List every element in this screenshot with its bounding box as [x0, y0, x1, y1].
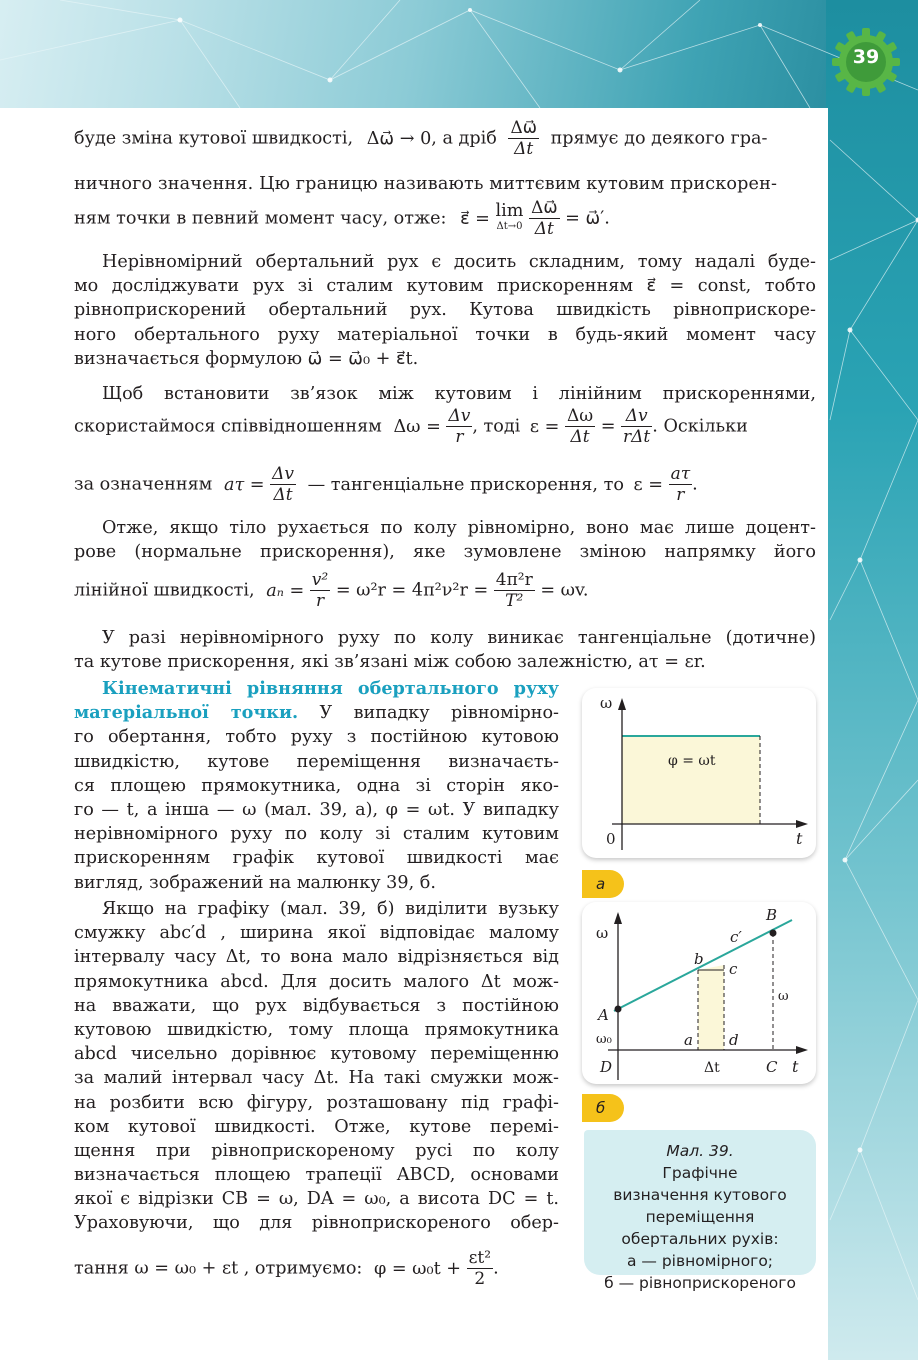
text-line: го обертання, тобто руху з постійною кутовою: [74, 727, 559, 748]
side-decoration: [826, 0, 918, 1360]
paragraph: [74, 250, 816, 371]
label-omega: ω: [778, 989, 789, 1004]
text: — тангенціальне прискорення, то: [307, 474, 624, 495]
text: за означенням: [74, 474, 213, 495]
x-axis-arrow: [796, 820, 808, 828]
text: , а дріб: [431, 128, 497, 149]
page-number: 39: [852, 46, 880, 68]
math: ε =: [633, 474, 663, 495]
math: ε =: [529, 416, 560, 437]
fraction: [621, 406, 652, 447]
denominator: 2: [474, 1269, 486, 1289]
caption-line: визначення кутового: [613, 1186, 787, 1204]
math: φ = ω₀t +: [373, 1258, 461, 1279]
label-c-prime: c′: [730, 928, 742, 946]
paragraph: [74, 677, 559, 895]
denominator: Δt: [273, 485, 293, 505]
text-line: [74, 701, 559, 725]
text-line: рове (нормальне прискорення), яке зумовлене зміною напрямку його: [74, 542, 816, 563]
paragraph: [74, 382, 816, 406]
math: aτ =: [223, 474, 265, 495]
label-omega0: ω₀: [596, 1032, 612, 1047]
fraction: [508, 118, 539, 159]
label-D: D: [600, 1058, 613, 1076]
text: лінійної швидкості,: [74, 580, 255, 601]
figure-b: [582, 902, 816, 1084]
text-line: кутовою швидкістю, тому площа прямокутника: [74, 1019, 559, 1040]
text-line: вигляд, зображений на малюнку 39, б.: [74, 872, 436, 893]
fraction: [669, 464, 693, 505]
figure-tag-a: а: [582, 870, 624, 898]
text-line: [74, 1248, 499, 1289]
label-C: C: [766, 1058, 778, 1076]
text-line: на вважати, що рух відбувається з постійною: [74, 995, 559, 1016]
text-line: ком кутової швидкості. Отже, кутове перемі-: [74, 1116, 559, 1137]
x-axis-arrow: [796, 1046, 808, 1054]
label-dt: Δt: [704, 1060, 720, 1076]
text-line: рівноприскорений обертальний рух. Кутова швидкість рівноприскоре-: [74, 300, 816, 321]
y-label: ω: [596, 924, 609, 942]
math: = ω⃗′.: [565, 208, 610, 229]
text: , тоді: [472, 416, 521, 437]
text: скористаймося співвідношенням: [74, 416, 382, 437]
caption-line: б — рівноприскореного: [604, 1274, 796, 1292]
label-A: A: [598, 1006, 609, 1024]
math: ε⃗ =: [460, 208, 490, 229]
math: Δω⃗ → 0: [366, 128, 432, 149]
numerator: Δv: [448, 406, 471, 426]
text-line: мо досліджувати рух зі сталим кутовим прискоренням ε⃗ = const, тобто: [74, 276, 816, 297]
math: = ωv.: [540, 580, 589, 601]
text-line: за малий інтервал часу Δt. На такі смужки мож-: [74, 1068, 559, 1089]
denominator: r: [676, 485, 685, 505]
figure-a: [582, 688, 816, 858]
area-phi: [622, 736, 760, 824]
text-line: [74, 406, 816, 447]
text-line: Нерівномірний обертальний рух є досить складним, тому надалі буде-: [102, 252, 816, 272]
y-axis-arrow: [614, 912, 622, 924]
text: буде зміна кутової швидкості,: [74, 128, 354, 149]
lim-text: lim: [495, 200, 524, 221]
x-label: t: [796, 829, 803, 848]
lim-sub: Δt→0: [496, 220, 523, 232]
graph-b: [582, 902, 816, 1084]
paragraph: [74, 897, 559, 1236]
origin-label: 0: [606, 830, 616, 848]
denominator: r: [315, 591, 325, 611]
numerator: Δv: [621, 406, 652, 427]
heading: Кінематичні рівняння обертального руху: [102, 678, 559, 699]
text-line: Отже, якщо тіло рухається по колу рівномірно, воно має лише доцент-: [102, 518, 816, 538]
math: = ω²r = 4π²ν²r =: [335, 580, 489, 601]
text-line: прямокутника abcd. Для досить малого Δt мож-: [74, 971, 559, 992]
text-line: прискоренням графік кутової швидкості має: [74, 848, 559, 869]
caption-text: Графічне: [662, 1164, 738, 1182]
fraction: [310, 570, 330, 611]
figure-tag-b: б: [582, 1094, 624, 1122]
label-d: d: [729, 1031, 739, 1049]
numerator: 4π²r: [495, 570, 533, 590]
label-B: B: [766, 906, 778, 924]
text-line: У разі нерівномірного руху по колу виникає тангенціальне (дотичне): [102, 628, 816, 648]
y-axis-arrow: [618, 698, 626, 710]
limit: [495, 200, 524, 235]
denominator: T²: [505, 591, 524, 611]
caption-line: переміщення: [645, 1208, 755, 1226]
text-line: інтервалу часу Δt, то вона мало відрізняється від: [74, 947, 559, 968]
text-line: ного обертального руху матеріальної точки в будь-який момент часу: [74, 324, 816, 345]
text: ням точки в певний момент часу, отже:: [74, 208, 447, 229]
text-line: Щоб встановити зв’язок між кутовим і лінійним прискореннями,: [102, 384, 816, 404]
text-line: визначається площею трапеції ABCD, основами: [74, 1165, 559, 1186]
header-decoration: [0, 0, 918, 108]
numerator: Δω⃗: [510, 118, 537, 138]
text: прямує до деякого гра-: [550, 128, 768, 149]
numerator: v²: [311, 570, 329, 590]
text-line: [74, 198, 610, 239]
fraction: [494, 570, 535, 611]
text-line: abcd чисельно дорівнює кутовому переміщенню: [74, 1044, 559, 1065]
text-line: швидкістю, кутове переміщення визначаєть-: [74, 751, 559, 772]
fraction: [565, 406, 595, 447]
numerator: εt²: [468, 1248, 492, 1268]
text-line: Ураховуючи, що для рівноприскореного обер-: [74, 1213, 559, 1234]
denominator: r: [455, 427, 464, 447]
text-line: [74, 464, 698, 505]
numerator: aτ: [670, 464, 691, 484]
heading: матеріальної точки.: [74, 702, 299, 724]
denominator: rΔt: [623, 427, 651, 447]
caption-line: обертальних рухів:: [621, 1230, 779, 1248]
text-line: на розбити всю фігуру, розташовану під графі-: [74, 1092, 559, 1113]
denominator: Δt: [514, 139, 534, 159]
text-line: визначається формулою ω⃗ = ω⃗₀ + ε⃗t.: [74, 348, 419, 369]
y-label: ω: [600, 694, 613, 712]
strip-abcd: [698, 965, 724, 1050]
label-a: a: [684, 1031, 693, 1049]
math: =: [600, 416, 616, 437]
denominator: Δt: [534, 219, 554, 239]
text: . Оскільки: [652, 416, 748, 437]
fraction: [270, 464, 296, 505]
text: У випадку рівномірно-: [298, 703, 559, 724]
point-B: [770, 930, 777, 937]
fraction: [446, 406, 472, 447]
text-line: якої є відрізки CB = ω, DA = ω₀, а висота DC = t.: [74, 1189, 559, 1210]
numerator: Δω: [566, 406, 594, 426]
text-line: нерівномірного руху по колу зі сталим кутовим: [74, 824, 559, 845]
caption-head: Мал. 39.: [666, 1142, 734, 1160]
text: тання ω = ω₀ + εt , отримуємо:: [74, 1258, 363, 1279]
denominator: Δt: [570, 427, 590, 447]
text-line: ся площею прямокутника, одна зі сторін яко-: [74, 775, 559, 796]
numerator: Δv: [272, 464, 295, 484]
text-line: [74, 570, 588, 611]
caption-line: а — рівномірного;: [626, 1252, 774, 1270]
text: ничного значення. Цю границю називають миттєвим кутовим прискорен-: [74, 174, 778, 194]
label-c: c: [729, 960, 738, 978]
label-b: b: [694, 950, 704, 968]
text: .: [493, 1258, 499, 1279]
text-line: щення при рівноприскореному русі по колу: [74, 1140, 559, 1161]
paragraph: [74, 516, 816, 564]
area-label: φ = ωt: [668, 753, 716, 769]
graph-a: [582, 688, 816, 858]
text-line: смужку abc′d , ширина якої відповідає малому: [74, 923, 559, 944]
text-line: Якщо на графіку (мал. 39, б) виділити вузьку: [102, 899, 559, 919]
math: Δω =: [393, 416, 441, 437]
x-label: t: [792, 1057, 799, 1076]
numerator: Δω⃗: [531, 198, 558, 218]
text-line: го — t, а інша — ω (мал. 39, а), φ = ωt. У випадку: [74, 799, 559, 820]
fraction: [529, 198, 560, 239]
text-line: [74, 174, 777, 194]
paragraph: [74, 626, 816, 674]
math: aₙ =: [266, 580, 305, 601]
fraction: [467, 1248, 493, 1289]
figure-caption: [584, 1130, 816, 1292]
text-line: та кутове прискорення, які зв’язані між собою залежністю, aτ = εr.: [74, 652, 706, 673]
text-line: [74, 118, 816, 159]
text: .: [692, 474, 698, 495]
caption-line: [590, 1140, 810, 1184]
